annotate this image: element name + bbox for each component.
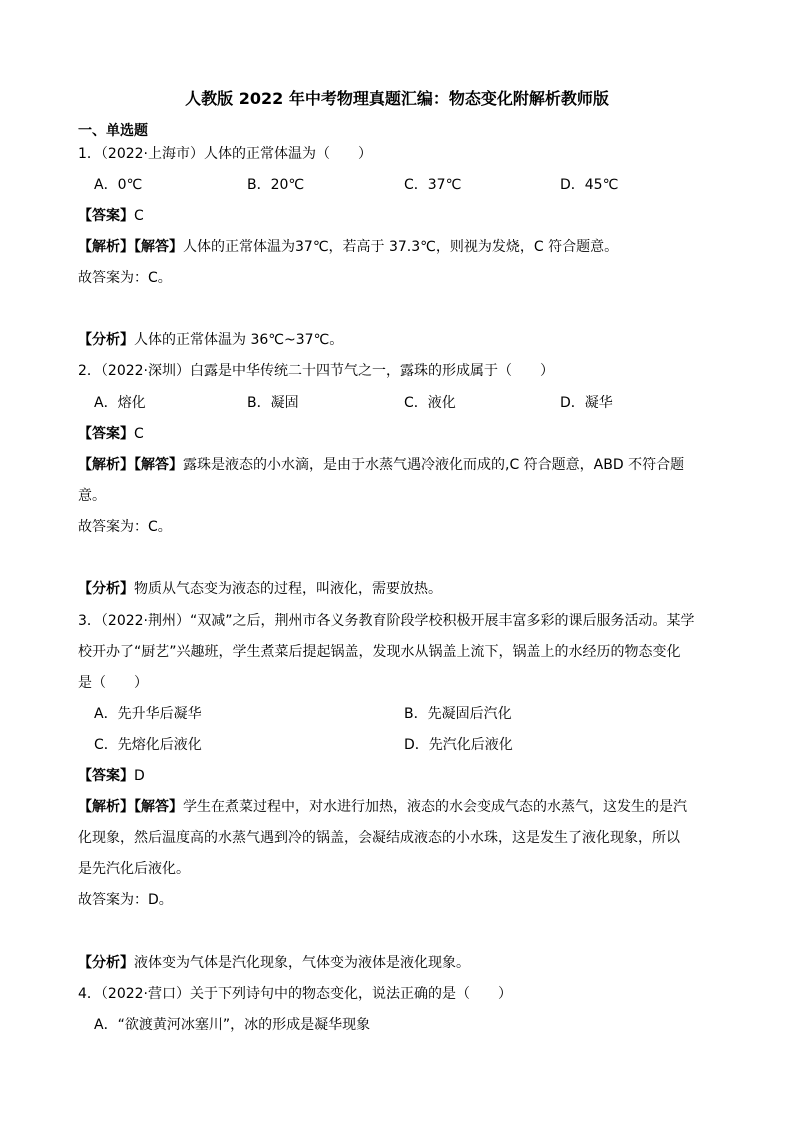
solution-text: 露珠是液态的小水滴，是由于水蒸气遇冷液化而成的,C 符合题意，ABD 不符合题: [183, 457, 685, 473]
question-2-solution-cont: 意。: [78, 488, 106, 504]
explain-tag: 【解析】: [78, 457, 134, 473]
analysis-text: 液体变为气体是汽化现象，气体变为液体是液化现象。: [134, 955, 470, 971]
solution-tag: 【解答】: [134, 239, 183, 255]
question-1-answer: [78, 206, 144, 226]
answer-value: C: [134, 208, 144, 224]
analysis-text: 物质从气态变为液态的过程，叫液化，需要放热。: [134, 581, 442, 597]
analysis-tag: 【分析】: [78, 332, 134, 348]
analysis-tag: 【分析】: [78, 955, 134, 971]
question-2-option-c: C．液化: [404, 395, 456, 411]
question-4-stem: 4．（2022·营口）关于下列诗句中的物态变化，说法正确的是（ ）: [78, 986, 512, 1002]
question-3-solution: [78, 797, 687, 817]
question-2-option-a: A．熔化: [94, 395, 146, 411]
question-1-stem: 1．（2022·上海市）人体的正常体温为（ ）: [78, 146, 372, 162]
solution-tag: 【解答】: [134, 457, 183, 473]
question-1-option-a: A．0℃: [94, 177, 143, 193]
analysis-text: 人体的正常体温为 36℃~37℃。: [134, 332, 344, 348]
question-3-stem-cont: 校开办了“厨艺”兴趣班，学生煮菜后提起锅盖，发现水从锅盖上流下，锅盖上的水经历的物态变化: [78, 644, 681, 660]
question-2-answer: [78, 424, 144, 444]
question-2-solution: [78, 455, 684, 475]
question-3-option-a: A．先升华后凝华: [94, 706, 202, 722]
question-3-stem: 3．（2022·荆州）“双减”之后，荆州市各义务教育阶段学校积极开展丰富多彩的课后服务活动。某学: [78, 613, 695, 629]
question-1-conclusion: 故答案为：C。: [78, 270, 172, 286]
question-1-solution: [78, 237, 618, 257]
section-heading: 一、单选题: [78, 123, 148, 139]
answer-value: C: [134, 426, 144, 442]
question-2-option-b: B．凝固: [247, 395, 299, 411]
question-3-conclusion: 故答案为：D。: [78, 892, 173, 908]
explain-tag: 【解析】: [78, 239, 134, 255]
question-4-option-a: A．“欲渡黄河冰塞川”，冰的形成是凝华现象: [94, 1017, 371, 1033]
question-1-analysis: [78, 330, 343, 350]
question-1-option-c: C．37℃: [404, 177, 462, 193]
question-3-stem-end: 是（ ）: [78, 675, 148, 691]
question-2-stem: 2．（2022·深圳）白露是中华传统二十四节气之一，露珠的形成属于（ ）: [78, 363, 554, 379]
answer-tag: 【答案】: [78, 768, 134, 784]
solution-tag: 【解答】: [134, 799, 183, 815]
question-1-option-b: B．20℃: [247, 177, 305, 193]
question-3-solution-end: 是先汽化后液化。: [78, 861, 190, 877]
explain-tag: 【解析】: [78, 799, 134, 815]
question-3-solution-cont: 化现象，然后温度高的水蒸气遇到冷的锅盖，会凝结成液态的小水珠，这是发生了液化现象，所以: [78, 830, 680, 846]
solution-text: 人体的正常体温为37℃，若高于 37.3℃，则视为发烧，C 符合题意。: [183, 239, 619, 255]
question-3-option-c: C．先熔化后液化: [94, 737, 202, 753]
solution-text: 学生在煮菜过程中，对水进行加热，液态的水会变成气态的水蒸气，这发生的是汽: [183, 799, 687, 815]
question-2-option-d: D．凝华: [560, 395, 613, 411]
question-1-option-d: D．45℃: [560, 177, 619, 193]
question-3-analysis: [78, 953, 470, 973]
answer-tag: 【答案】: [78, 426, 134, 442]
page-title: 人教版 2022 年中考物理真题汇编：物态变化附解析教师版: [185, 89, 609, 108]
question-2-analysis: [78, 579, 442, 599]
question-3-option-d: D．先汽化后液化: [404, 737, 513, 753]
question-3-answer: [78, 766, 145, 786]
analysis-tag: 【分析】: [78, 581, 134, 597]
question-3-option-b: B．先凝固后汽化: [404, 706, 512, 722]
question-2-conclusion: 故答案为：C。: [78, 519, 172, 535]
answer-tag: 【答案】: [78, 208, 134, 224]
answer-value: D: [134, 768, 145, 784]
